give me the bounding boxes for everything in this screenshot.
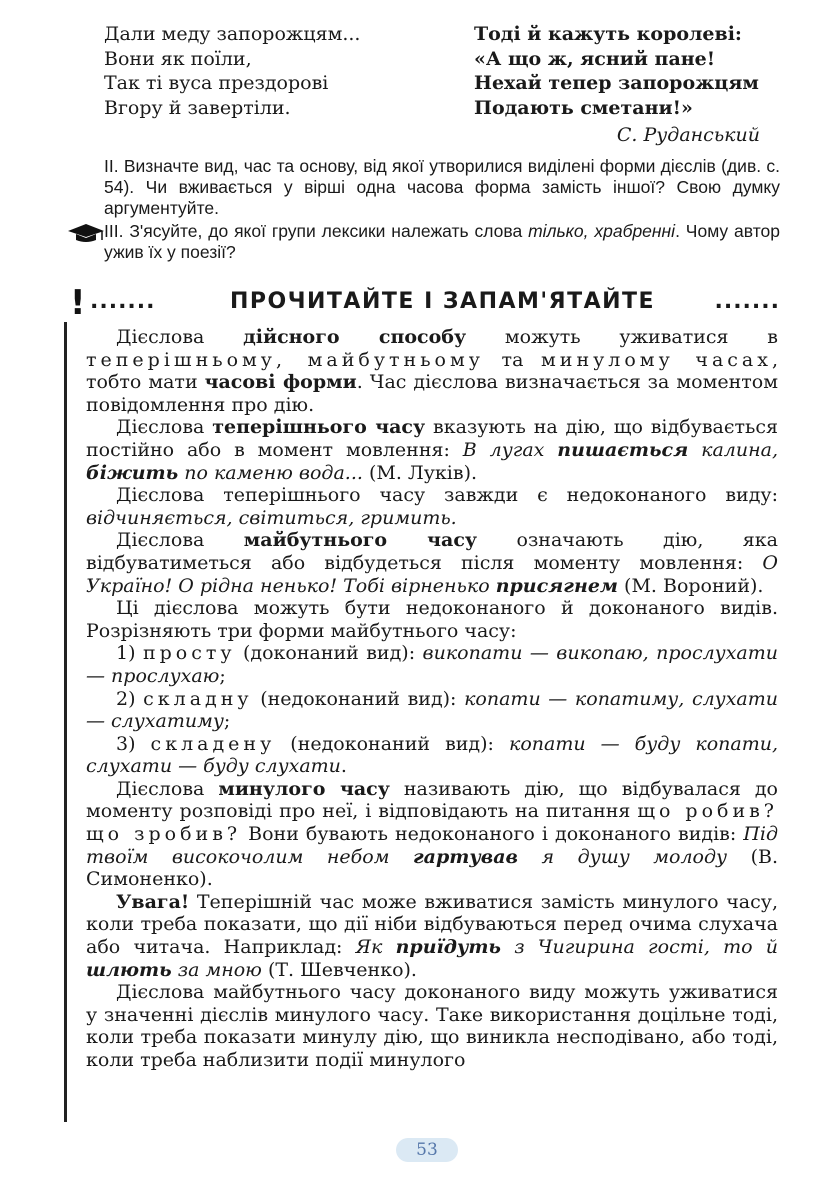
rule-paragraph: Дієслова дійсного способу можуть уживатися в теперішньому, майбутньому та минулому часах, тобто мати часові форми. Час дієслова визначається за моментом повідомлення про дію. [86,326,779,416]
task-three-word: храбренні [594,221,676,241]
task-three-suffix: . Чому автор ужив їх у поезії? [104,221,780,262]
task-two: II. Визначте вид, час та основу, від якої утворилися виділені форми дієслів (див. с. 54). Чи вживається у вірші одна часова форма замість іншої? Свою думку аргументуйте. [104,156,780,218]
poem-line: Вони як поїли, [104,47,252,70]
page-number: 53 [396,1138,458,1162]
heading-dots-right: ....... [714,289,780,314]
poem-line: Нехай тепер запорожцям [474,72,759,94]
rule-paragraph: Увага! Теперішній час може вживатися замість минулого часу, коли треба показати, що дії ніби відбуваються перед очима слухача або читача. Наприклад: Як приїдуть з Чигирина гості, то й шлють за мною (Т. Шевченко). [86,890,779,981]
task-three [104,221,780,263]
poem-right-column [474,22,759,120]
attention-label: Увага! [116,890,190,913]
poem-line: Вгору й завертіли. [104,96,291,119]
poem-line: Так ті вуса прездорові [104,72,329,94]
task-three-prefix: III. З'ясуйте, до якої групи лексики належать слова [104,221,529,241]
rule-paragraph: Дієслова майбутнього часу означають дію, яка відбуватиметься або відбудеться після моменту мовлення: О Україно! О рідна ненько! Тобі вірненько присягнем (М. Вороний). [86,529,778,597]
rule-paragraph: Дієслова майбутнього часу доконаного виду можуть уживатися у значенні дієслів минулого часу. Таке використання доцільне тоді, коли треба показати минулу дію, що виникла несподівано, або тоді, коли треба наблизити події минулого [86,981,778,1071]
rule-paragraph: 2) складну (недоконаний вид): копати — копатиму, слухати — слухатиму; [86,687,779,733]
heading-title: ПРОЧИТАЙТЕ І ЗАПАМ'ЯТАЙТЕ [230,289,656,314]
section-heading [70,283,780,323]
exclamation-icon: ! [70,283,86,323]
graduation-cap-icon [66,222,106,244]
rule-paragraph: 1) просту (доконаний вид): викопати — викопаю, прослухати — прослухаю; [86,642,779,687]
rule-paragraph: Дієслова минулого часу називають дію, що відбувалася до моменту розповіді про неї, і відповідають на питання що робив? що зробив? Вони бувають недоконаного і доконаного видів: Під твоїм високочолим небом гартував я душу молоду (В. Симоненко). [86,777,778,891]
rule-paragraph: Дієслова теперішнього часу вказують на дію, що відбувається постійно або в момент мовлення: В лугах пишається калина, біжить по каменю вода... (М. Луків). [86,416,778,484]
task-three-word: тілько, [528,221,589,241]
poem-line: Подають сметани!» [474,96,693,119]
poem-line: Дали меду запорожцям... [104,23,361,45]
poem-author: С. Руданський [616,124,760,146]
poem-line: «А що ж, ясний пане! [474,47,716,70]
rule-vertical-bar [64,322,67,1122]
poem-left-column [104,22,360,120]
rule-paragraph: Ці дієслова можуть бути недоконаного й доконаного видів. Розрізняють три форми майбутнього часу: [86,597,778,642]
rule-paragraph: 3) складену (недоконаний вид): копати — буду копати, слухати — буду слухати. [86,732,779,778]
rule-content [86,326,778,1072]
heading-dots-left: ....... [90,289,156,314]
poem-line: Тоді й кажуть королеві: [474,23,742,45]
rule-paragraph: Дієслова теперішнього часу завжди є недоконаного виду: відчиняється, світиться, гримить. [86,484,778,529]
